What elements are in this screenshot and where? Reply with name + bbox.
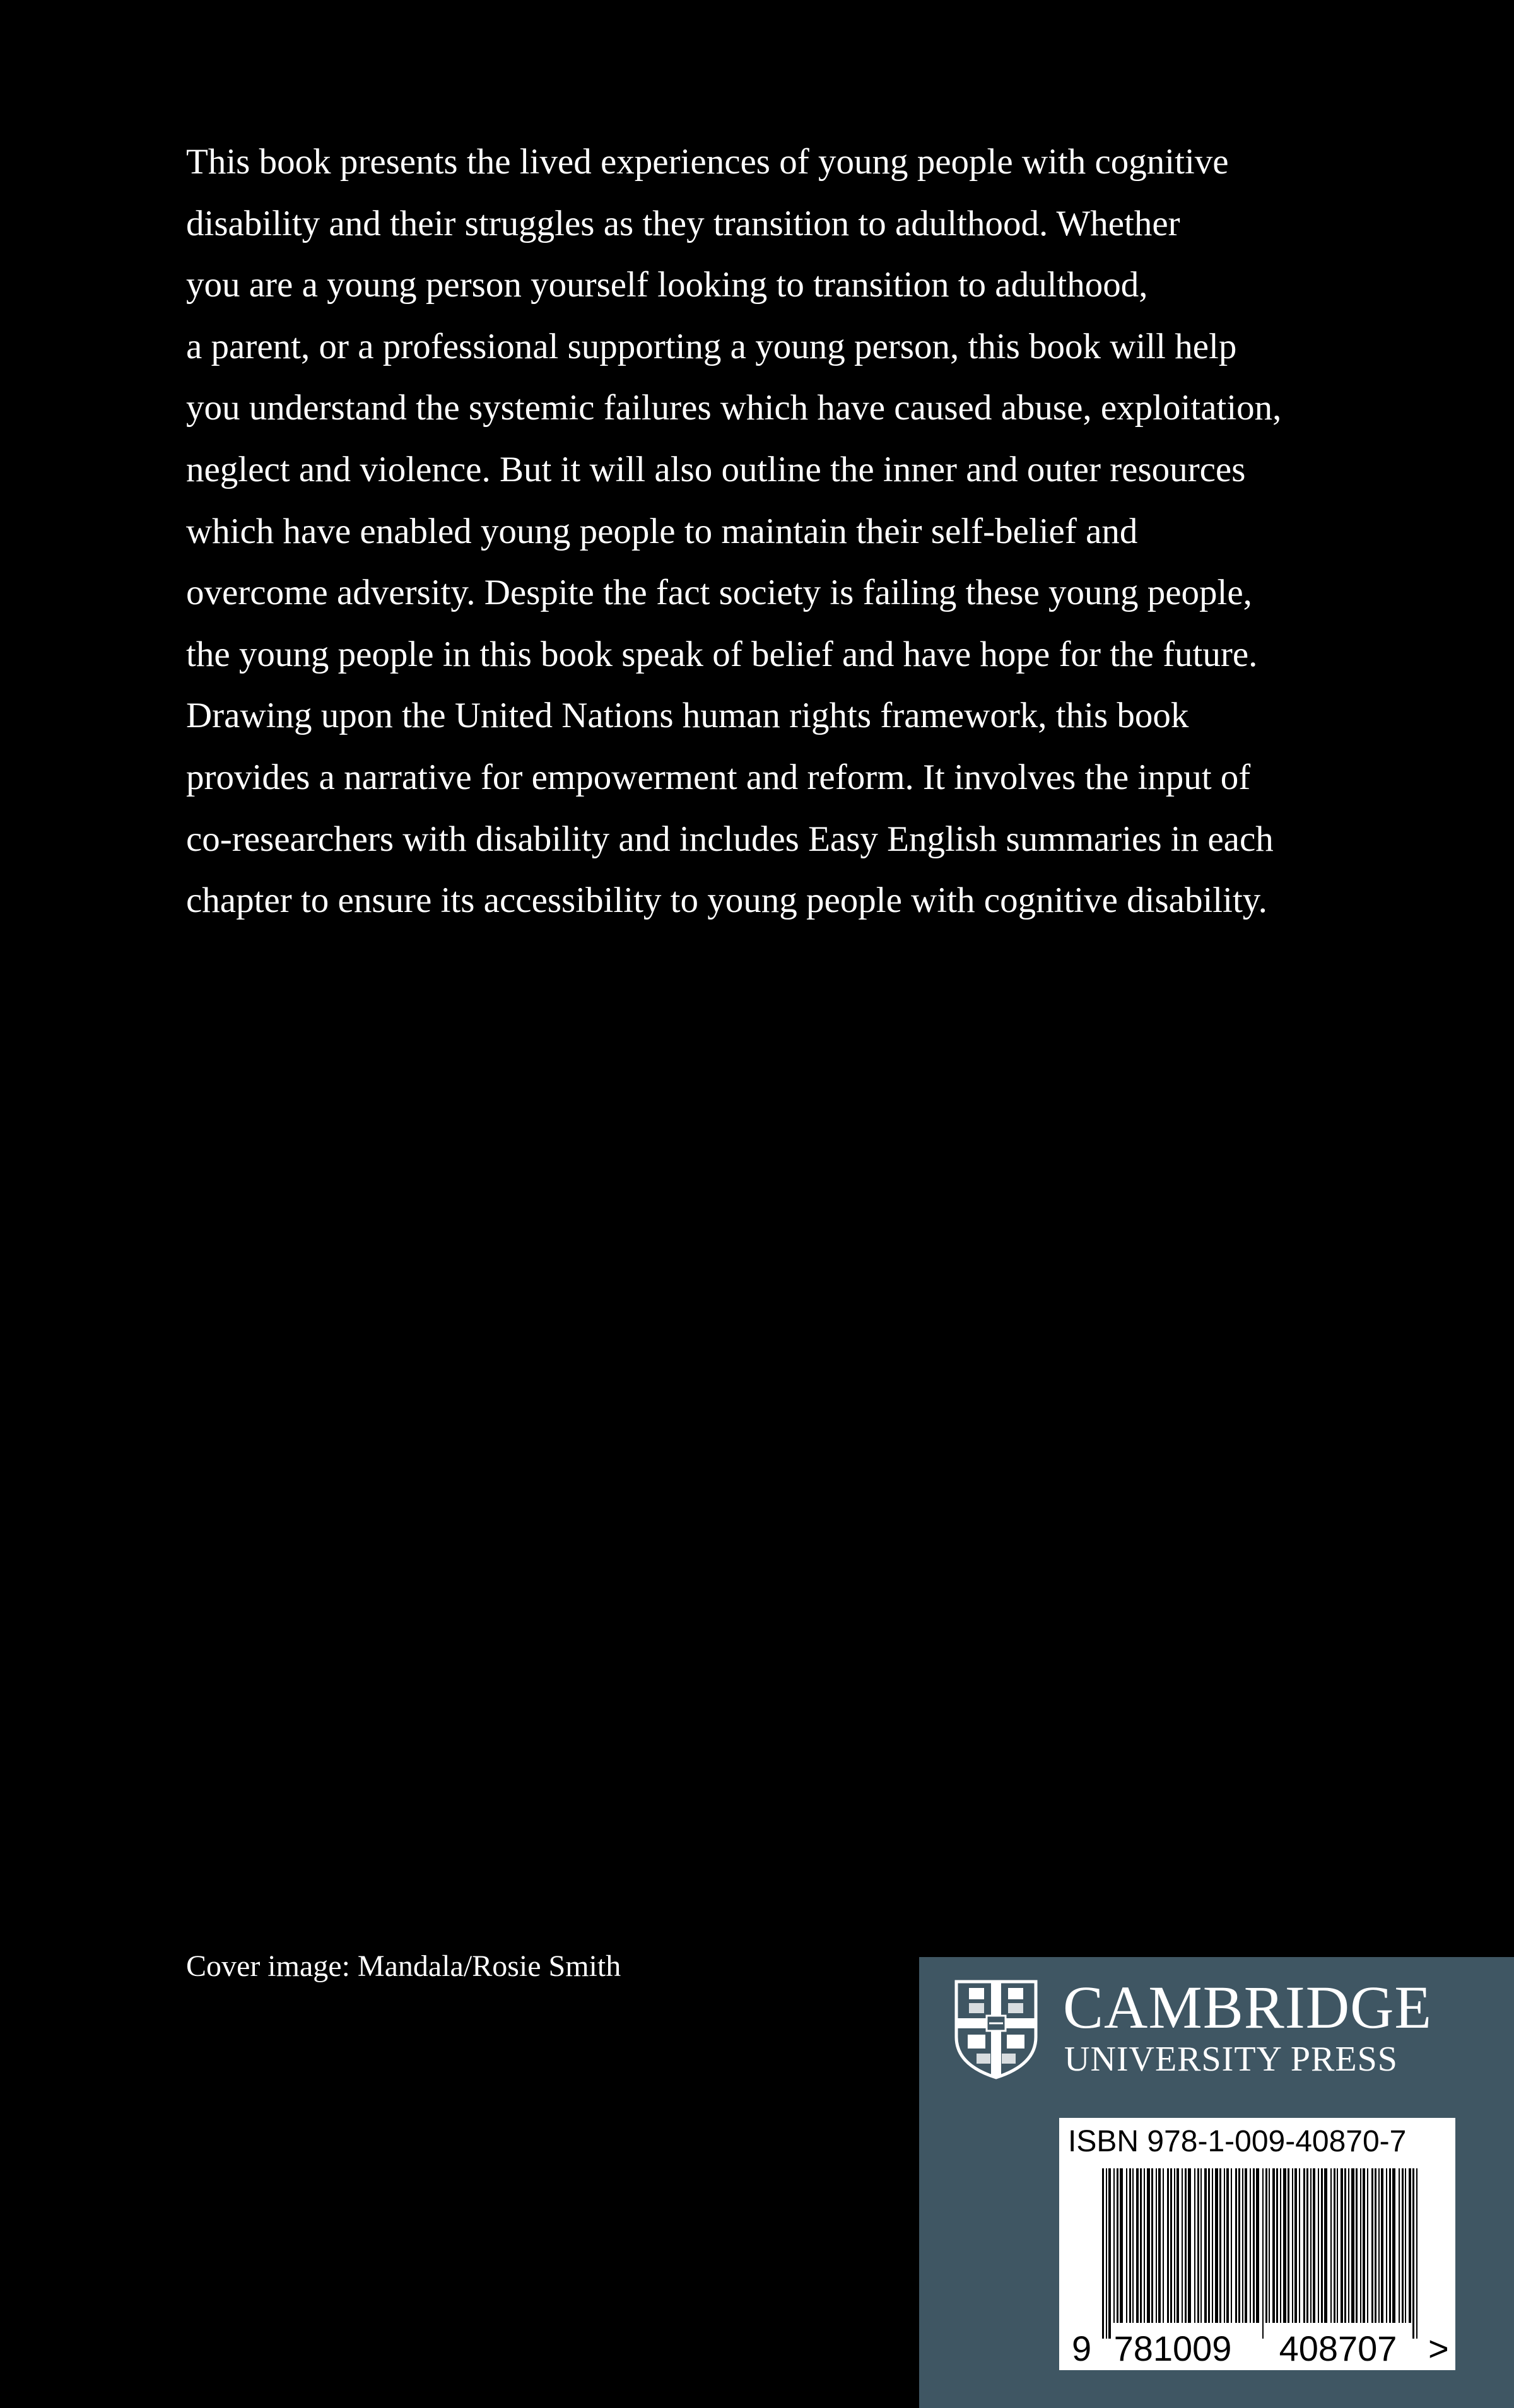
ean-right-group: 408707 — [1279, 2329, 1397, 2368]
blurb-line: which have enabled young people to maintain their self-belief and — [186, 511, 1138, 551]
ean-lead-digit: 9 — [1072, 2329, 1092, 2368]
blurb-line: co-researchers with disability and includes Easy English summaries in each — [186, 819, 1274, 859]
cambridge-shield-icon — [954, 1979, 1038, 2080]
blurb-line: overcome adversity. Despite the fact society is failing these young people, — [186, 573, 1252, 613]
cover-image-credit: Cover image: Mandala/Rosie Smith — [186, 1949, 621, 1983]
blurb-line: the young people in this book speak of belief and have hope for the future. — [186, 634, 1258, 674]
publisher-panel — [919, 1957, 1514, 2408]
blurb-line: a parent, or a professional supporting a young person, this book will help — [186, 326, 1237, 366]
blurb-line: provides a narrative for empowerment and reform. It involves the input of — [186, 757, 1251, 797]
blurb-line: you are a young person yourself looking to transition to adulthood, — [186, 265, 1148, 305]
ean-digits — [1059, 2118, 1455, 2370]
blurb-line: chapter to ensure its accessibility to young people with cognitive disability. — [186, 880, 1267, 921]
blurb-line: you understand the systemic failures which have caused abuse, exploitation, — [186, 388, 1282, 428]
blurb-text — [186, 131, 1435, 932]
blurb-line: Drawing upon the United Nations human rights framework, this book — [186, 696, 1189, 736]
barcode-area — [1059, 2118, 1455, 2370]
blurb-line: This book presents the lived experiences of young people with cognitive — [186, 142, 1229, 182]
isbn-label: ISBN 978-1-009-40870-7 — [1068, 2125, 1407, 2158]
publisher-subname: UNIVERSITY PRESS — [1064, 2040, 1398, 2079]
blurb-line: neglect and violence. But it will also outline the inner and outer resources — [186, 449, 1246, 489]
ean-quiet-mark: > — [1428, 2329, 1449, 2368]
publisher-name: CAMBRIDGE — [1063, 1973, 1433, 2041]
blurb-line: disability and their struggles as they transition to adulthood. Whether — [186, 203, 1180, 243]
ean-left-group: 781009 — [1113, 2329, 1232, 2368]
